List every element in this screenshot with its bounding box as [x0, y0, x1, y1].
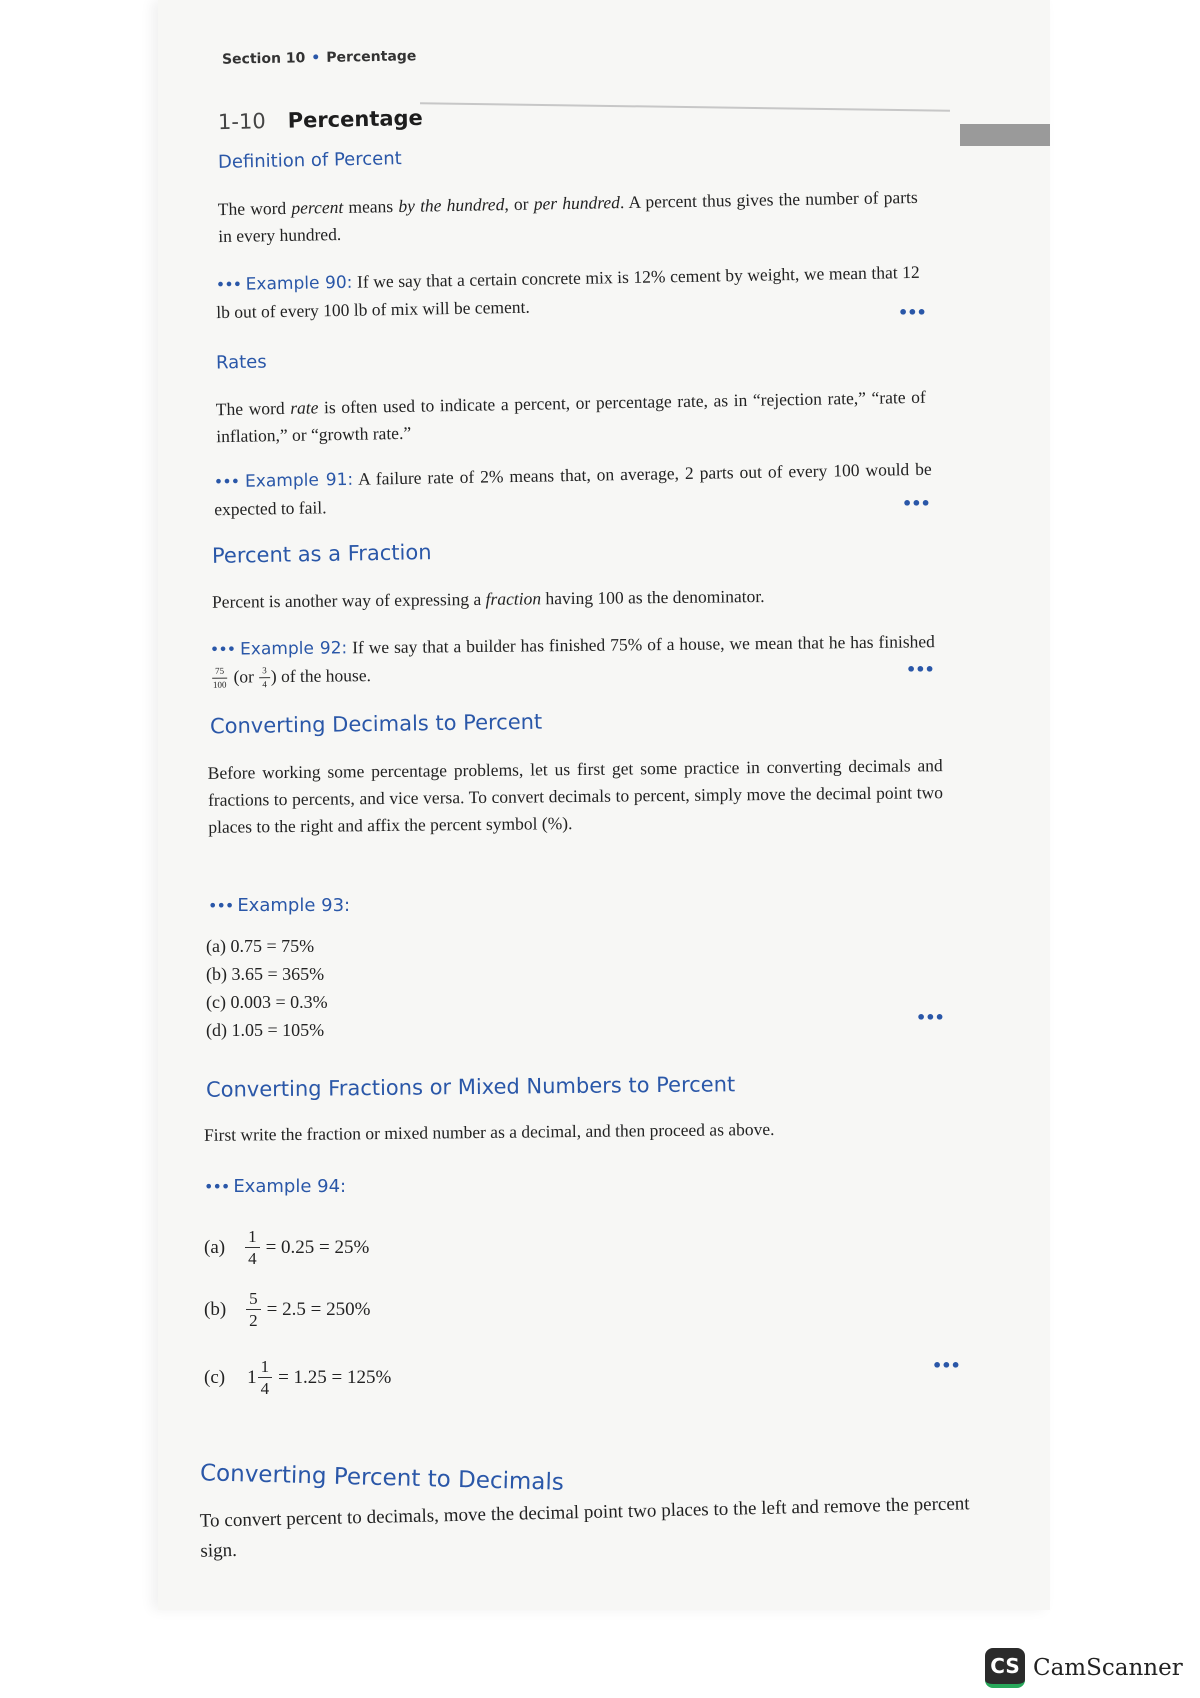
rates-paragraph: The word rate is often used to indicate a percent, or percentage rate, as in “rejection rate,” “rate of inflation,” or “growth rate.” — [215, 386, 926, 447]
example-text: If we say that a certain concrete mix is 12% cement by weight, we mean that 12 lb out of every 100 lb of mix will be cement. — [216, 261, 920, 323]
end-of-example-icon: ••• — [902, 494, 930, 513]
example-label: Example 94: — [233, 1176, 347, 1197]
heading-decimals-to-percent: Converting Decimals to Percent — [209, 709, 543, 739]
list-item: (b) 3.65 = 365% — [206, 964, 325, 984]
definition-paragraph: The word percent means by the hundred, or per hundred. A percent thus gives the number of parts in every hundred. — [217, 186, 918, 247]
section-title-text: Percentage — [287, 105, 424, 133]
heading-definition: Definition of Percent — [217, 148, 402, 173]
end-of-example-icon: ••• — [932, 1356, 960, 1375]
term-percent: percent — [291, 196, 344, 218]
example-marker-icon: ••• — [209, 639, 236, 659]
percent-to-decimals-paragraph: To convert percent to decimals, move the decimal point two places to the left and remove the percent sign. — [199, 1493, 970, 1562]
example-94-item-b: (b) $\frac{5}{2}$ = 2.5 = 250% — [204, 1289, 371, 1330]
running-head-topic: Percentage — [326, 48, 417, 66]
bullet-icon: • — [311, 49, 321, 67]
camscanner-watermark — [985, 1648, 1183, 1688]
fraction-1-4: $\frac{1}{4}$ — [245, 1228, 260, 1267]
example-text: A failure rate of 2% means that, on average, 2 parts out of every 100 would be expected to fail. — [214, 458, 932, 520]
running-head-section: Section 10 — [221, 50, 306, 68]
fraction-paragraph: Percent is another way of expressing a fraction having 100 as the denominator. — [211, 585, 765, 612]
example-label: Example 92: — [240, 638, 348, 660]
fraction-75-100: $\frac{75}{100}$ — [212, 666, 227, 691]
example-94-item-c: (c) 1 $\frac{1}{4}$ = 1.25 = 125% — [204, 1357, 392, 1398]
example-marker-icon: ••• — [204, 1177, 230, 1196]
example-marker-icon: ••• — [213, 471, 240, 492]
example-label: Example 91: — [244, 469, 354, 492]
heading-percent-to-decimals: Converting Percent to Decimals — [199, 1460, 565, 1496]
title-bar — [960, 124, 1050, 146]
decimals-to-percent-paragraph: Before working some percentage problems, let us first get some practice in converting decimals and fractions to percents, and vice versa. To convert decimals to percent, simply move the decimal point two places to the right and affix the percent symbol (%). — [207, 755, 944, 837]
example-marker-icon: ••• — [208, 896, 234, 915]
fractions-to-percent-paragraph: First write the fraction or mixed number as a decimal, and then proceed as above. — [203, 1118, 775, 1145]
heading-percent-as-fraction: Percent as a Fraction — [211, 540, 432, 568]
example-94-heading — [204, 1176, 346, 1197]
term-fraction: fraction — [485, 588, 542, 609]
end-of-example-icon: ••• — [916, 1008, 944, 1027]
term-rate: rate — [290, 397, 319, 418]
list-item: (a) 0.75 = 75% — [206, 936, 315, 956]
example-92: ••• Example 92: If we say that a builder has finished 75% of a house, we mean that he has finished $\frac{75}{100}$ (or $\frac{3}{4}$ ) of the house. — [209, 631, 935, 691]
camscanner-logo-icon: CS — [985, 1648, 1025, 1688]
mixed-number-whole: 1 — [247, 1366, 257, 1388]
heading-fractions-to-percent: Converting Fractions or Mixed Numbers to Percent — [205, 1072, 736, 1102]
list-item: (d) 1.05 = 105% — [206, 1020, 325, 1040]
section-number: 1-10 — [217, 109, 266, 135]
example-93-list — [206, 932, 328, 1044]
camscanner-name: CamScanner — [1033, 1655, 1183, 1681]
example-label: Example 90: — [245, 272, 353, 295]
end-of-example-icon: ••• — [906, 660, 934, 679]
example-93-heading — [208, 895, 350, 916]
heading-rates: Rates — [215, 351, 267, 374]
example-marker-icon: ••• — [215, 274, 242, 295]
running-head — [222, 48, 417, 67]
example-label: Example 93: — [237, 895, 351, 916]
list-item: (c) 0.003 = 0.3% — [206, 992, 328, 1012]
fraction-5-2: $\frac{5}{2}$ — [246, 1290, 261, 1329]
example-94-item-a: (a) $\frac{1}{4}$ = 0.25 = 25% — [204, 1227, 370, 1268]
fraction-1-4: $\frac{1}{4}$ — [258, 1358, 273, 1397]
end-of-example-icon: ••• — [898, 303, 926, 322]
section-title — [218, 106, 423, 134]
fraction-3-4: $\frac{3}{4}$ — [259, 667, 270, 690]
